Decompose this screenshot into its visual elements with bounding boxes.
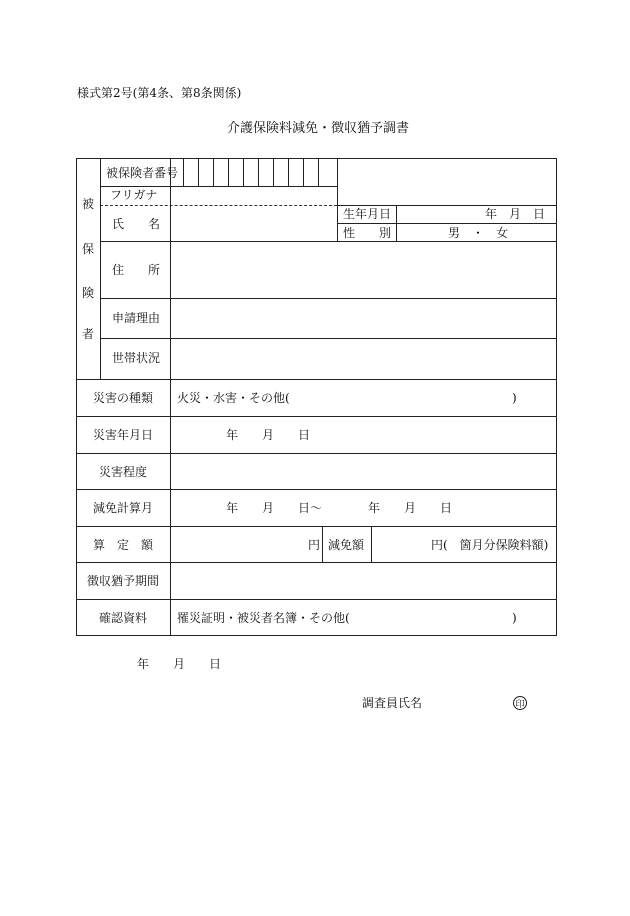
col-divider [322, 526, 323, 562]
footer-date[interactable]: 年 月 日 [137, 657, 222, 671]
section-label-char: 保 [82, 242, 95, 256]
digit-box[interactable] [303, 158, 318, 186]
disaster-type-close: ) [512, 391, 517, 405]
calc-amount-label: 算 定 額 [92, 537, 153, 552]
seal-icon: 印 [513, 696, 527, 710]
confirm-docs-value[interactable]: 罹災証明・被災者名簿・その他( [177, 611, 350, 625]
digit-box[interactable] [213, 158, 228, 186]
investigator-label: 調査員氏名 [362, 696, 423, 710]
col-divider [371, 526, 372, 562]
section-label-char: 被 [82, 197, 95, 211]
sex-value[interactable]: 男 ・ 女 [448, 226, 509, 240]
row-divider [337, 223, 557, 224]
digit-box[interactable] [318, 158, 337, 186]
digit-box[interactable] [183, 158, 198, 186]
section-label-char: 険 [82, 286, 95, 300]
calc-month-from[interactable]: 年 月 日〜 [226, 501, 323, 515]
reason-label: 申請理由 [112, 311, 161, 325]
birthdate-label: 生年月日 [343, 207, 392, 221]
row-divider [100, 298, 557, 299]
confirm-docs-close: ) [512, 611, 517, 625]
address-label: 住 所 [112, 263, 161, 277]
digit-box[interactable] [258, 158, 273, 186]
name-label: 氏 名 [112, 217, 161, 231]
furigana-label: フリガナ [110, 188, 158, 202]
confirm-docs-label: 確認資料 [98, 611, 147, 625]
row-divider [100, 241, 557, 242]
row-divider [337, 205, 557, 206]
household-label: 世帯状況 [112, 351, 161, 365]
calc-amount-unit: 円 [308, 538, 321, 552]
row-divider [100, 186, 337, 187]
form-number: 様式第2号(第4条、第8条関係) [77, 86, 242, 100]
exempt-amount-label: 減免額 [328, 538, 365, 552]
grace-period-label: 徴収猶予期間 [86, 574, 159, 588]
col-divider [396, 205, 397, 241]
disaster-date-label: 災害年月日 [92, 428, 153, 442]
disaster-type-label: 災害の種類 [92, 391, 153, 405]
calc-month-to[interactable]: 年 月 日 [368, 501, 453, 515]
exempt-amount-value[interactable]: 円( 箇月分保険料額) [431, 538, 549, 552]
disaster-date-value[interactable]: 年 月 日 [226, 428, 311, 442]
col-divider [170, 158, 171, 636]
col-divider [337, 158, 338, 241]
digit-box[interactable] [228, 158, 243, 186]
col-divider [100, 158, 101, 379]
digit-box[interactable] [198, 158, 213, 186]
digit-box[interactable] [288, 158, 303, 186]
sex-label: 性 別 [343, 226, 392, 240]
digit-box[interactable] [273, 158, 288, 186]
birthdate-value[interactable]: 年 月 日 [485, 207, 546, 221]
furigana-divider [100, 205, 337, 206]
digit-box[interactable] [243, 158, 258, 186]
disaster-degree-label: 災害程度 [98, 464, 147, 479]
section-label-char: 者 [82, 327, 95, 341]
form-title: 介護保険料減免・徴収猶予調書 [227, 121, 410, 136]
row-divider [100, 338, 557, 339]
insured-number-label: 被保険者番号 [106, 166, 179, 180]
disaster-type-value[interactable]: 火災・水害・その他( [177, 391, 290, 405]
calc-month-label: 減免計算月 [92, 501, 153, 515]
